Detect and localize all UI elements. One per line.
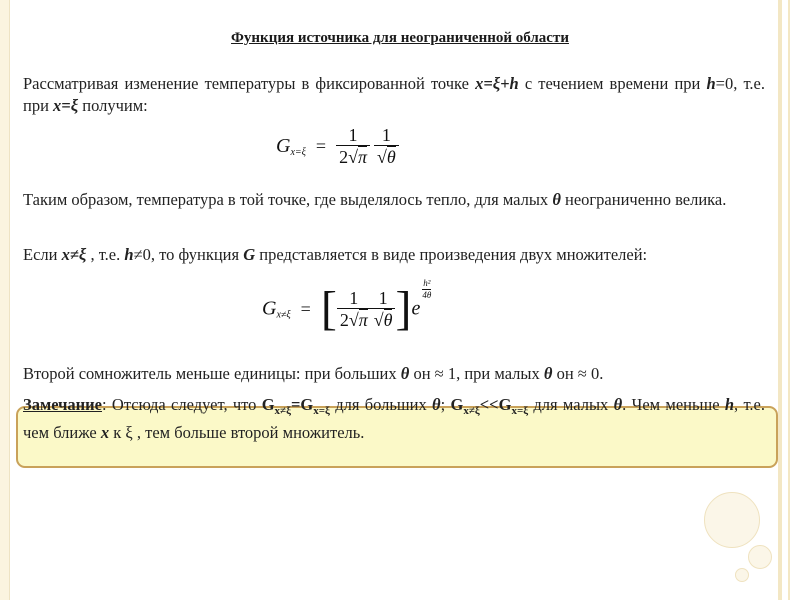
right-stripe-decoration-thin [788,0,790,600]
formula-source-product [262,278,432,336]
f1-fraction-1 [336,125,370,168]
f1-equals: = [315,136,327,156]
paragraph-second-factor [23,363,765,385]
p1-text-c: =0, т.е. при [23,74,765,115]
p1-var-point: x=ξ+h [475,74,519,93]
p4-text-c: он ≈ 0. [552,364,604,383]
note-g3: G [450,395,464,414]
f1-frac1-radicand: π [357,147,367,167]
paragraph-conclusion [23,189,765,211]
note-var-x: x [100,423,110,442]
f1-frac2-radicand: θ [386,147,396,167]
f2-exp-den: 4θ [422,290,432,300]
note-g2-sub: x=ξ [313,405,330,417]
decorative-circle-small [735,568,749,582]
f2-fraction-1 [337,288,371,331]
p2-text-b: неограниченно велика. [560,190,727,209]
note-text-e: . Чем меньше [622,395,725,414]
f2-fraction-2 [371,288,396,331]
p4-text-a: Второй сомножитель меньше единицы: при больших [23,364,401,383]
p1-text-b: с течением времени при [518,74,707,93]
note-g2: G [300,395,314,414]
f1-lhs: G [276,135,291,157]
formula-source-at-point [276,125,399,168]
f2-frac1-den: 2√π [339,309,368,330]
f2-lhs: G [262,297,277,320]
p3-text-b: , т.е. [86,245,125,264]
note-text-d: для малых [528,395,614,414]
note-g4-sub: x=ξ [511,405,529,417]
decorative-circle-large [704,492,760,548]
note-text-a: : Отсюда следует, что [102,395,262,414]
p1-var-h: h [706,74,716,93]
note-eq: = [291,395,301,414]
f1-fraction-2 [374,125,399,168]
p1-text-a: Рассматривая изменение температуры в фиксированной точке [23,74,476,93]
f1-frac1-num: 1 [336,125,370,146]
note-g4: G [498,395,512,414]
paragraph-product [23,244,765,266]
note-var-theta-1: θ [432,395,441,414]
p3-var-h: h [124,245,134,264]
note-label: Замечание [23,395,103,414]
note-var-theta-2: θ [613,395,623,414]
note-text [23,394,765,443]
f2-frac2-radicand: θ [383,309,393,330]
p4-var-theta-2: θ [543,364,553,383]
f1-frac1-coef: 2 [339,147,349,167]
f2-exponent [422,278,431,301]
note-var-h: h [724,395,735,414]
p3-var-g: G [243,245,256,264]
right-stripe-decoration [778,0,782,600]
note-text-b: для больших [329,395,433,414]
note-text-g: к ξ , тем больше второй множитель. [109,423,365,442]
f2-lhs-sub: x≠ξ [276,309,291,321]
f2-right-bracket: ] [395,282,412,335]
p3-var-x-ne-xi: x≠ξ [61,245,87,264]
f1-frac1-den: 2√π [339,147,367,167]
p4-text-b: он ≈ 1, при малых [409,364,544,383]
f1-frac2-den: √θ [377,147,396,167]
note-g3-sub: x≠ξ [463,405,480,417]
left-edge-decoration [0,0,10,600]
f2-left-bracket: [ [320,282,337,335]
p1-text-d: получим: [78,96,148,115]
f2-frac2-num: 1 [371,288,396,309]
note-g1-sub: x≠ξ [274,405,291,417]
f1-frac2-num: 1 [374,125,399,146]
p2-text-a: Таким образом, температура в той точке, где выделялось тепло, для малых [23,190,553,209]
f1-lhs-sub: x=ξ [290,147,306,159]
note-text-f: , т.е. чем ближе [23,395,765,442]
p3-text-a: Если [23,245,62,264]
f2-frac1-num: 1 [337,288,371,309]
f2-exp-base: e [411,297,421,320]
slide-title: Функция источника для неограниченной области [231,30,569,46]
paragraph-intro [23,73,765,117]
note-g1: G [261,395,275,414]
note-text-c: ; [440,395,451,414]
p1-var-x-eq-xi: x=ξ [53,96,79,115]
note-much-less: << [479,395,499,414]
f2-frac2-den: √θ [373,309,393,330]
f2-exp-num: h² [423,278,431,288]
decorative-circle-medium [748,545,772,569]
p3-text-c: ≠0, то функция [133,245,244,264]
p3-text-d: представляется в виде произведения двух множителей: [255,245,648,264]
f2-equals: = [300,298,311,319]
p2-var-theta: θ [552,190,561,209]
f2-frac1-radicand: π [358,309,368,330]
f2-frac1-coef: 2 [339,309,349,330]
p4-var-theta-1: θ [400,364,410,383]
